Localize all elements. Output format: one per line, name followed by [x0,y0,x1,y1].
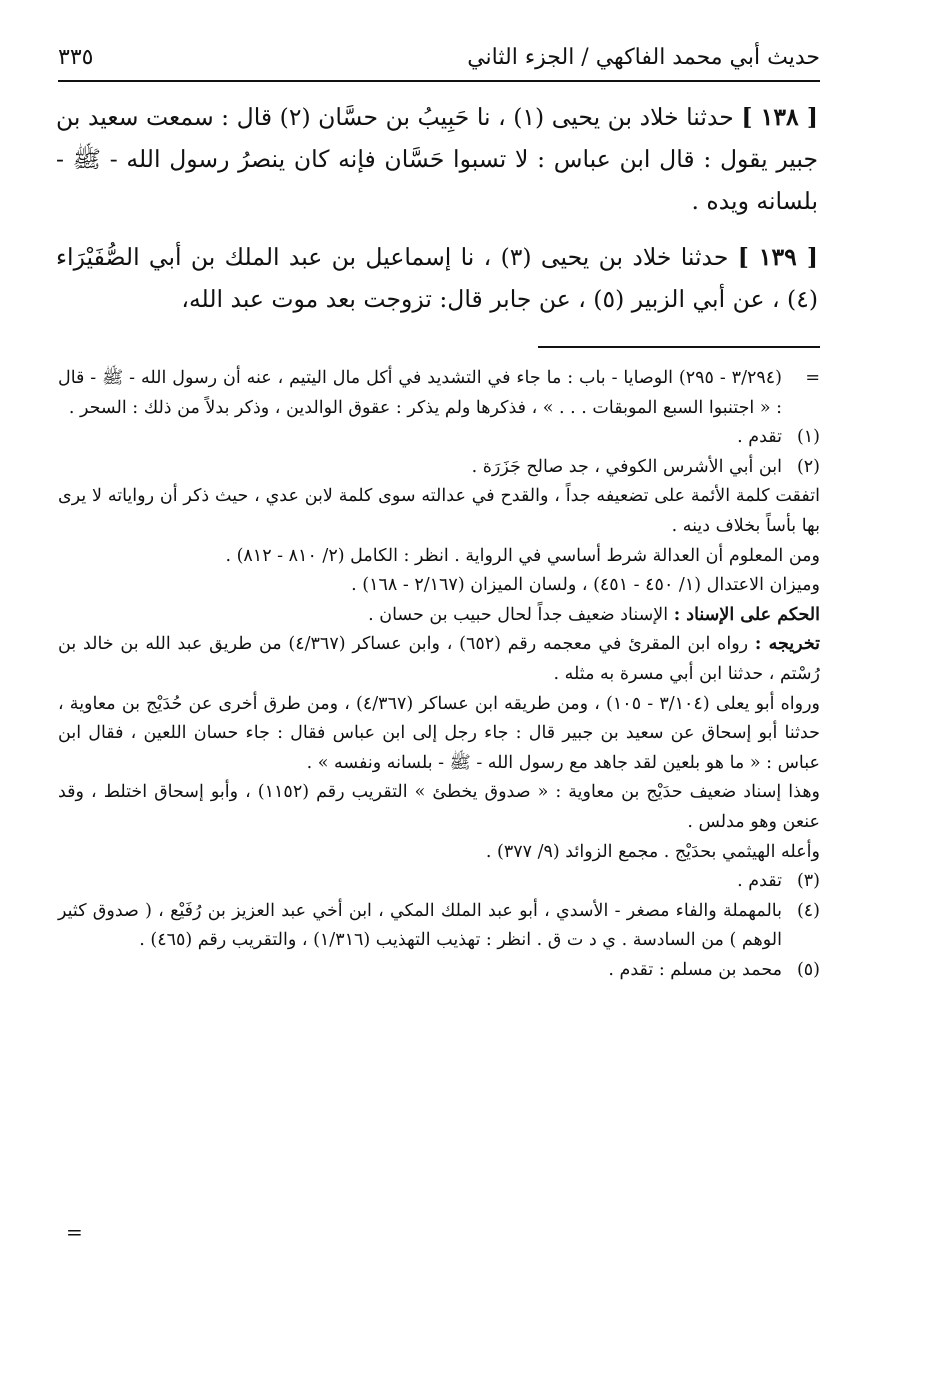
footnote-continuation [58,364,820,423]
footnote-4 [58,897,820,956]
hadith-139 [56,236,818,320]
footnote-1 [58,423,820,453]
takhrij-label: تخريجه : [754,634,820,655]
footnote-text: تقدم . [737,427,782,448]
footnote-marker: (٤) [796,900,820,921]
footnote-text: تقدم . [737,871,782,892]
footnote-2-paragraph: ومن المعلوم أن العدالة شرط أساسي في الرواية . انظر : الكامل (٢/ ٨١٠ - ٨١٢) . [225,545,820,566]
hadith-138 [56,96,818,222]
footnote-text: بالمهملة والفاء مصغر - الأسدي ، أبو عبد الملك المكي ، ابن أخي عبد العزيز بن رُفَيْع ، ( صدوق كثير الوهم ) من السادسة . ي د ت ق . انظر : تهذيب التهذيب (١/٣١٦) ، والتقريب رقم (٤٦٥) . [58,900,782,951]
hadith-number: [ ١٣٩ ] [737,243,818,271]
footnote-2-paragraph: وميزان الاعتدال (١/ ٤٥٠ - ٤٥١) ، ولسان الميزان (٢/١٦٧ - ١٦٨) . [351,575,820,596]
header-rule [58,80,820,82]
footnote-2-paragraph: وأعله الهيثمي بحدَيْج . مجمع الزوائد (٩/ ٣٧٧) . [485,841,820,862]
footnote-2-paragraph: وهذا إسناد ضعيف حدَيْج بن معاوية : « صدوق يخطئ » التقريب رقم (١١٥٢) ، وأبو إسحاق اختلط ، وقد عنعن وهو مدلس . [58,782,820,832]
footnote-2-takhrij [58,630,820,689]
footnote-text: ابن أبي الأشرس الكوفي ، جد صالح جَزَرَة . [471,456,782,477]
footnote-2-paragraph: اتفقت كلمة الأئمة على تضعيفه جداً ، والقدح في عدالته سوى كلمة لابن عدي ، حيث ذكر أن رواياته لا يرى بها بأساً بخلاف دينه . [58,486,820,536]
hadith-text: حدثنا خلاد بن يحيى (٣) ، نا إسماعيل بن عبد الملك بن أبي الصُّفَيْرَاء (٤) ، عن أبي الزبير (٥) ، عن جابر قال: تزوجت بعد موت عبد الله، [56,243,818,313]
running-header [58,38,820,82]
footnote-marker: (٥) [796,959,820,980]
footnotes [58,364,820,985]
ruling-text: الإسناد ضعيف جداً لحال حبيب بن حسان . [368,604,669,625]
footnote-marker: (٣) [796,871,820,892]
footnote-separator [538,346,820,348]
page-number: ٣٣٥ [58,45,94,70]
main-text [56,96,818,320]
hadith-number: [ ١٣٨ ] [741,103,818,131]
ruling-label: الحكم على الإسناد : [673,604,820,625]
footnote-5 [58,956,820,986]
footnote-marker: (٢) [796,456,820,477]
continuation-mark: = [805,368,820,388]
takhrij-text: رواه ابن المقرئ في معجمه رقم (٦٥٢) ، وابن عساكر (٤/٣٦٧) من طريق عبد الله بن خالد بن رُسْتم ، حدثنا ابن أبي مسرة به مثله . [58,634,820,684]
footnote-text: (٣/٢٩٤ - ٢٩٥) الوصايا - باب : ما جاء في التشديد في أكل مال اليتيم ، عنه أن رسول الله - ﷺ - قال : « اجتنبوا السبع الموبقات . . . » ، فذكرها ولم يذكر : عقوق الوالدين ، وذكر بدلاً من ذلك : السحر . [58,368,782,418]
footnote-marker: (١) [796,427,820,448]
footnote-2-ruling [58,601,820,631]
running-title: حديث أبي محمد الفاكهي / الجزء الثاني [467,45,820,70]
footnote-2-paragraph: ورواه أبو يعلى (٣/١٠٤ - ١٠٥) ، ومن طريقه ابن عساكر (٤/٣٦٧) ، ومن طرق أخرى عن حُدَيْج بن معاوية ، حدثنا أبو إسحاق عن سعيد بن جبير قال : جاء رجل إلى ابن عباس فقال : جاء حسان اللعين ، فقال ابن عباس : « ما هو بلعين لقد جاهد مع رسول الله - ﷺ - بلسانه ونفسه » . [58,693,820,773]
continued-mark: = [66,1220,83,1244]
footnote-text: محمد بن مسلم : تقدم . [608,959,782,980]
hadith-text: حدثنا خلاد بن يحيى (١) ، نا حَبِيبُ بن حسَّان (٢) قال : سمعت سعيد بن جبير يقول : قال ابن عباس : لا تسبوا حَسَّان فإنه كان ينصرُ رسول الله - ﷺ - بلسانه ويده . [56,103,818,215]
footnote-3 [58,867,820,897]
footnote-2 [58,453,820,483]
